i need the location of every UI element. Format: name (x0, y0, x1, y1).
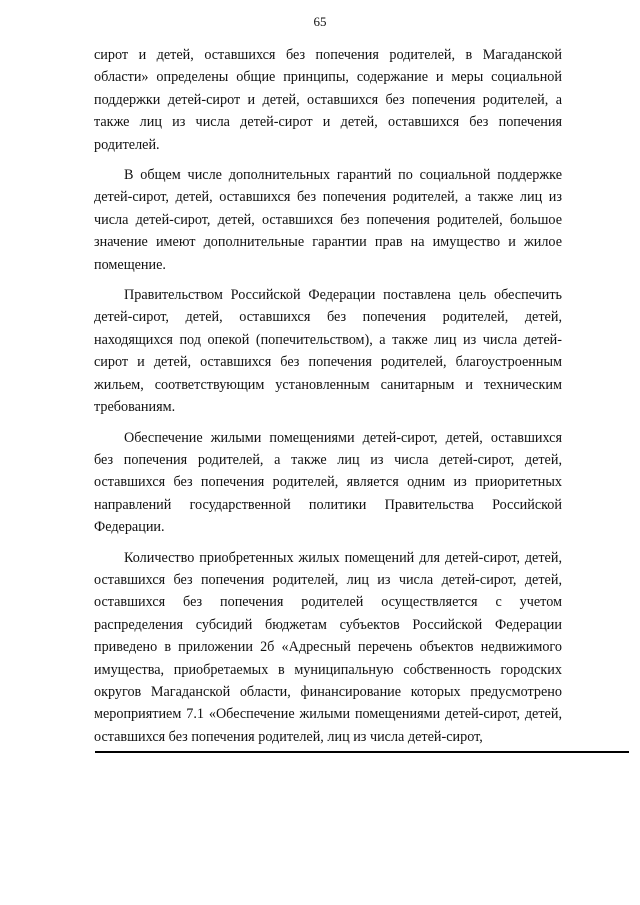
document-body (94, 44, 562, 756)
footer-divider (95, 751, 629, 753)
page-number: 65 (313, 14, 327, 29)
paragraph-housing-priority: Обеспечение жилыми помещениями детей-сирот, детей, оставшихся без попечения родителей, а также лиц из числа детей-сирот, детей, оставшихся без попечения родителей, является одним из приоритетных направлений государственной политики Правительства Российской Федерации. (94, 429, 562, 536)
paragraph-continuation: сирот и детей, оставшихся без попечения родителей, в Магаданской области» определены общие принципы, содержание и меры социальной поддержки детей-сирот и детей, оставшихся без попечения родителей, а также лиц из числа детей-сирот и детей, оставшихся без попечения родителей. (94, 47, 562, 153)
paragraph-housing-count: Количество приобретенных жилых помещений для детей-сирот, детей, оставшихся без попечения родителей, лиц из числа детей-сирот, детей, оставшихся без попечения родителей осуществляется с учетом распределения субсидий бюджетам субъектов Российской Федерации приведено в приложении 2б «Адресный перечень объектов недвижимого имущества, приобретаемых в муниципальную собственность городских округов Магаданской области, финансирование которых предусмотрено мероприятием 7.1 «Обеспечение жилыми помещениями детей-сирот, детей, оставшихся без попечения родителей, лиц из числа детей-сирот, (94, 549, 562, 745)
paragraph-guarantees: В общем числе дополнительных гарантий по социальной поддержке детей-сирот, детей, оставшихся без попечения родителей, а также лиц из числа детей-сирот, детей, оставшихся без попечения родителей, большое значение имеют дополнительные гарантии прав на имущество и жилое помещение. (94, 167, 562, 273)
paragraph-government-goal: Правительством Российской Федерации поставлена цель обеспечить детей-сирот, детей, оставшихся без попечения родителей, детей, находящихся под опекой (попечительством), а также лиц из числа детей-сирот и детей, оставшихся без попечения родителей, благоустроенным жильем, соответствующим установленным санитарным и техническим требованиям. (94, 287, 562, 416)
